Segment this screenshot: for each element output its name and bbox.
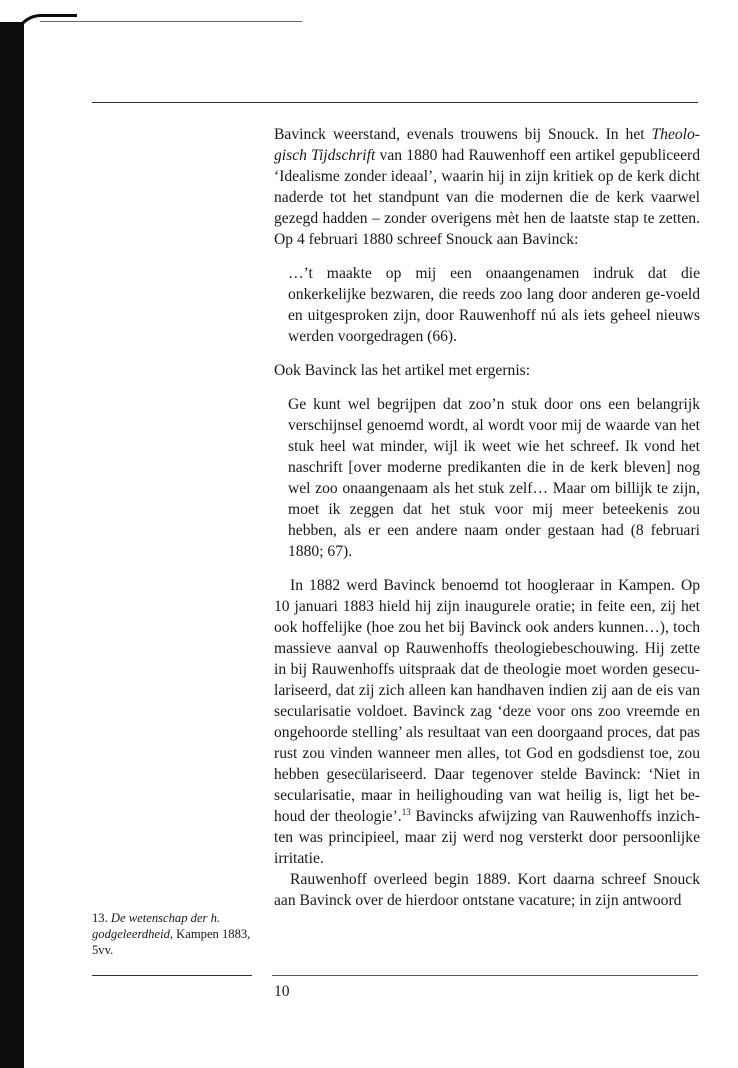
footnote-reference-13[interactable]: 13 [401, 806, 411, 817]
scan-dark-edge [0, 22, 24, 1068]
paragraph-4: Rauwenhoff overleed begin 1889. Kort daarna schreef Snouck aan Bavinck over de hierdoor ontstane vacature; in zijn antwoord [274, 871, 700, 909]
footnote-title: De wetenschap der h. godgeleerdheid, [92, 911, 221, 941]
paragraph-3 [274, 575, 700, 869]
quote-1: …’t maakte op mij een onaangenamen indruk dat die onkerkelijke bezwaren, die reeds zoo lang door anderen ge-voeld en uitgesproken zijn, door Rauwenhoff nú als iets geheel nieuws werden voorgedragen (66). [288, 265, 700, 345]
paragraph-2: Ook Bavinck las het artikel met ergernis: [274, 362, 531, 379]
paragraph-3-text-a: In 1882 werd Bavinck benoemd tot hoogleraar in Kampen. Op 10 januari 1883 hield hij zijn inaugurele oratie; in feite een, zij het ook hoffelijke (hoe zou het bij Bavinck ook anders kunnen…), toch massieve aanval op Rauwenhoffs theologiebeschouwing. Hij zette in bij Rauwenhoffs uitspraak dat de theologie moet worden gesecu-lariseerd, dat zij zich alleen kan handhaven indien zij aan de eis van secularisatie voldoet. Bavinck zag ‘deze voor ons zoo vreemde en ongehoorde stelling’ als resultaat van een doorgaand proces, dat pas rust zou vinden wanneer men alles, tot God en godsdienst toe, zou hebben gesecülariseerd. Daar tegenover stelde Bavinck: ‘Niet in secularisatie, maar in heilighouding van wat heilig is, ligt het be-houd der theologie’. [274, 577, 700, 825]
paragraph-1-text: Bavinck weerstand, evenals trouwens bij Snouck. In het [274, 126, 652, 143]
journal-title: Theolo-gisch Tijdschrift [274, 126, 700, 164]
main-text-column [274, 124, 700, 911]
scan-page-curl [14, 14, 77, 41]
page-number: 10 [274, 983, 290, 1000]
footer-rule [272, 975, 698, 976]
footnote-number: 13. [92, 911, 108, 925]
footnote-details: Kampen 1883, 5vv. [92, 927, 251, 957]
scan-top-line [40, 21, 302, 22]
header-rule [92, 102, 698, 103]
paragraph-3-text-b: Bavincks afwijzing van Rauwenhoffs inzich-ten was principieel, maar zij werd nog versterkt door persoonlijke irritatie. [274, 808, 700, 867]
footnote-rule [92, 975, 252, 976]
quote-2: Ge kunt wel begrijpen dat zoo’n stuk door ons een belangrijk verschijnsel genoemd wordt, al wordt voor mij de waarde van het stuk heel wat minder, wijl ik weet wie het schreef. Ik vond het naschrift [over moderne predikanten die in de kerk bleven] nog wel zoo onaangenaam als het stuk zelf… Maar om billijk te zijn, moet ik zeggen dat het stuk voor mij meer beteekenis zou hebben, als er een andere naam onder gestaan had (8 februari 1880; 67). [288, 396, 700, 560]
paragraph-1 [274, 124, 700, 250]
footnote-13 [92, 910, 260, 958]
paragraph-1-text: van 1880 had Rauwenhoff een artikel gepubliceerd ‘Idealisme zonder ideaal’, waarin hij in zijn kritiek op de kerk dicht naderde tot het standpunt van die modernen die de kerk vaarwel gezegd hadden – zonder overigens mèt hen de laatste stap te zetten. Op 4 februari 1880 schreef Snouck aan Bavinck: [274, 147, 700, 248]
